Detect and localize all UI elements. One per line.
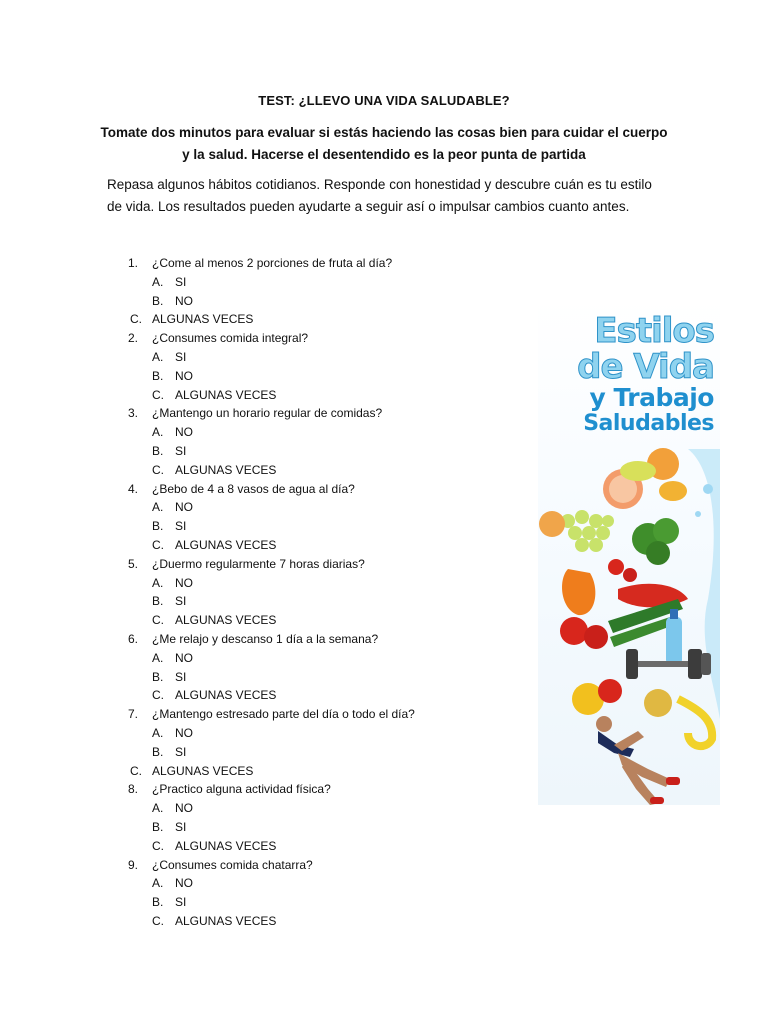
- question-item: [0, 404, 520, 423]
- question-text: ¿Me relajo y descanso 1 día a la semana?: [152, 631, 379, 646]
- peach: [539, 511, 565, 537]
- answer-option[interactable]: [0, 273, 520, 292]
- answer-option[interactable]: [0, 461, 520, 480]
- poster-title-line4: Saludables: [583, 411, 714, 436]
- option-text: ALGUNAS VECES: [152, 312, 254, 327]
- answer-option[interactable]: [0, 536, 520, 555]
- option-text: SI: [175, 895, 187, 910]
- tomato: [560, 617, 588, 645]
- tomato: [584, 625, 608, 649]
- grapes: [561, 510, 614, 552]
- answer-option[interactable]: [0, 762, 520, 781]
- question-number: 5.: [128, 556, 139, 571]
- answer-option[interactable]: [0, 517, 520, 536]
- option-text: NO: [175, 575, 193, 590]
- question-text: ¿Practico alguna actividad física?: [152, 782, 331, 797]
- option-letter: A.: [152, 650, 164, 665]
- answer-option[interactable]: [0, 310, 520, 329]
- question-number: 6.: [128, 631, 139, 646]
- option-text: SI: [175, 594, 187, 609]
- healthy-lifestyle-poster: [538, 299, 720, 805]
- question-number: 9.: [128, 857, 139, 872]
- option-letter: B.: [152, 895, 164, 910]
- option-letter: C.: [152, 613, 164, 628]
- question-text: ¿Consumes comida chatarra?: [152, 857, 313, 872]
- answer-option[interactable]: [0, 818, 520, 837]
- question-text: ¿Consumes comida integral?: [152, 331, 309, 346]
- option-text: SI: [175, 274, 187, 289]
- option-text: NO: [175, 425, 193, 440]
- option-text: SI: [175, 519, 187, 534]
- option-letter: B.: [152, 443, 164, 458]
- option-text: SI: [175, 819, 187, 834]
- answer-option[interactable]: [0, 367, 520, 386]
- kiwi: [620, 461, 656, 481]
- option-letter: B.: [152, 744, 164, 759]
- poster-title-line3: y Trabajo: [589, 383, 714, 412]
- answer-option[interactable]: [0, 874, 520, 893]
- answer-option[interactable]: [0, 386, 520, 405]
- bread-roll: [644, 689, 672, 717]
- answer-option[interactable]: [0, 893, 520, 912]
- question-text: ¿Come al menos 2 porciones de fruta al día?: [152, 256, 393, 270]
- option-text: SI: [175, 443, 187, 458]
- runner-figure: [596, 716, 680, 805]
- red-apple: [598, 679, 622, 703]
- answer-option[interactable]: [0, 686, 520, 705]
- option-text: ALGUNAS VECES: [152, 763, 254, 778]
- poster-title-line1: Estilos: [594, 311, 714, 351]
- answer-option[interactable]: [0, 348, 520, 367]
- answer-option[interactable]: [0, 724, 520, 743]
- question-item: [0, 630, 520, 649]
- option-text: ALGUNAS VECES: [175, 613, 277, 628]
- option-letter: B.: [152, 368, 164, 383]
- answer-option[interactable]: [0, 442, 520, 461]
- option-letter: A.: [152, 801, 164, 816]
- option-letter: C.: [130, 312, 142, 327]
- option-letter: A.: [152, 876, 164, 891]
- option-text: NO: [175, 293, 193, 308]
- question-number: 8.: [128, 782, 139, 797]
- option-text: ALGUNAS VECES: [175, 462, 277, 477]
- option-text: NO: [175, 368, 193, 383]
- question-list: [0, 254, 520, 931]
- option-letter: B.: [152, 594, 164, 609]
- answer-option[interactable]: [0, 668, 520, 687]
- cherry-tomato: [623, 568, 637, 582]
- answer-option[interactable]: [0, 611, 520, 630]
- option-text: SI: [175, 349, 187, 364]
- question-item: [0, 705, 520, 724]
- intro-paragraph: Repasa algunos hábitos cotidianos. Responde con honestidad y descubre cuán es tu estilo de vida. Los resultados pueden ayudarte a seguir así o impulsar cambios cuanto antes.: [107, 177, 652, 214]
- question-number: 1.: [128, 256, 139, 270]
- question-number: 4.: [128, 481, 139, 496]
- option-letter: B.: [152, 519, 164, 534]
- option-text: ALGUNAS VECES: [175, 913, 277, 928]
- answer-option[interactable]: [0, 423, 520, 442]
- option-text: NO: [175, 876, 193, 891]
- option-text: NO: [175, 650, 193, 665]
- option-text: ALGUNAS VECES: [175, 387, 277, 402]
- option-text: NO: [175, 725, 193, 740]
- answer-option[interactable]: [0, 837, 520, 856]
- water-drop: [695, 511, 701, 517]
- option-text: NO: [175, 801, 193, 816]
- broccoli: [632, 518, 679, 565]
- cherry-tomato: [608, 559, 624, 575]
- water-bottle: [666, 617, 682, 665]
- question-item: [0, 555, 520, 574]
- poster-title-line2: de Vida: [577, 347, 714, 387]
- mango: [659, 481, 687, 501]
- option-letter: B.: [152, 669, 164, 684]
- question-number: 2.: [128, 331, 139, 346]
- answer-option[interactable]: [0, 799, 520, 818]
- question-item: [0, 329, 520, 348]
- answer-option[interactable]: [0, 574, 520, 593]
- option-letter: C.: [130, 763, 142, 778]
- option-letter: A.: [152, 274, 164, 289]
- question-text: ¿Duermo regularmente 7 horas diarias?: [152, 556, 365, 571]
- question-number: 7.: [128, 707, 139, 722]
- measuring-tape: [678, 699, 712, 746]
- option-letter: A.: [152, 425, 164, 440]
- test-subtitle: Tomate dos minutos para evaluar si estás haciendo las cosas bien para cuidar el cuerpo y la salud. Hacerse el desentendido es la peor punta de partida: [100, 125, 668, 162]
- option-letter: B.: [152, 293, 164, 308]
- question-number: 3.: [128, 406, 139, 421]
- option-text: ALGUNAS VECES: [175, 537, 277, 552]
- option-letter: C.: [152, 838, 164, 853]
- answer-option[interactable]: [0, 498, 520, 517]
- test-title: TEST: ¿LLEVO UNA VIDA SALUDABLE?: [258, 93, 510, 108]
- answer-option[interactable]: [0, 743, 520, 762]
- answer-option[interactable]: [0, 592, 520, 611]
- option-letter: A.: [152, 575, 164, 590]
- option-text: SI: [175, 669, 187, 684]
- answer-option[interactable]: [0, 649, 520, 668]
- question-item: [0, 856, 520, 875]
- option-text: NO: [175, 500, 193, 515]
- answer-option[interactable]: [0, 292, 520, 311]
- option-text: ALGUNAS VECES: [175, 838, 277, 853]
- option-letter: C.: [152, 537, 164, 552]
- orange-pepper: [562, 569, 595, 615]
- option-text: ALGUNAS VECES: [175, 688, 277, 703]
- question-item: [0, 480, 520, 499]
- option-letter: A.: [152, 349, 164, 364]
- option-text: SI: [175, 744, 187, 759]
- question-text: ¿Mantengo un horario regular de comidas?: [152, 406, 383, 421]
- option-letter: C.: [152, 913, 164, 928]
- question-item: [0, 254, 520, 273]
- option-letter: A.: [152, 500, 164, 515]
- question-text: ¿Bebo de 4 a 8 vasos de agua al día?: [152, 481, 355, 496]
- question-item: [0, 780, 520, 799]
- option-letter: C.: [152, 462, 164, 477]
- option-letter: B.: [152, 819, 164, 834]
- option-letter: C.: [152, 688, 164, 703]
- answer-option[interactable]: [0, 912, 520, 931]
- water-drop: [703, 484, 713, 494]
- option-letter: C.: [152, 387, 164, 402]
- question-text: ¿Mantengo estresado parte del día o todo el día?: [152, 707, 415, 722]
- bottle-cap: [670, 609, 678, 619]
- option-letter: A.: [152, 725, 164, 740]
